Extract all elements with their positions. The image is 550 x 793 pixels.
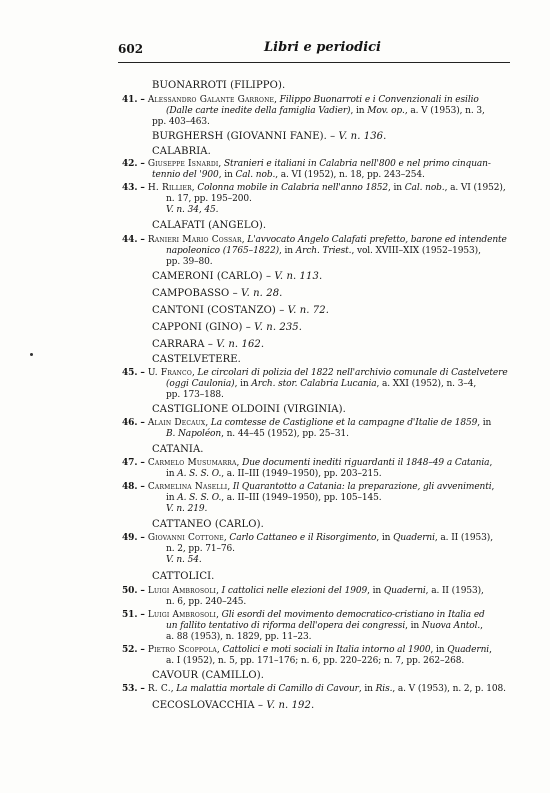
- line-text: CARRARA –: [152, 339, 217, 350]
- entry-line: [122, 368, 508, 379]
- title-text: Arch. stor. Calabria Lucania: [251, 379, 377, 389]
- author-name: Ranieri Mario Cossar: [147, 235, 242, 245]
- title-text: Il Quarantotto a Catania: la preparazione, gli avvenimenti: [232, 482, 492, 492]
- title-text: L'avvocato Angelo Calafati prefetto, barone ed intendente: [247, 235, 507, 245]
- title-text: Quaderni: [447, 645, 490, 655]
- entry-line: [122, 95, 479, 106]
- line-text: a. I (1952), n. 5, pp. 171–176; n. 6, pp. 220–226; n. 7, pp. 262–268.: [166, 656, 465, 666]
- line-text: ,: [227, 482, 233, 492]
- line-text: ,: [170, 684, 177, 694]
- author-name: Alain Decaux: [147, 418, 206, 428]
- title-text: Cal. nob.: [404, 183, 445, 193]
- line-text: CASTELVETERE.: [152, 354, 241, 365]
- author-name: Pietro Scoppola: [147, 645, 217, 655]
- line-text: CALAFATI (ANGELO).: [152, 220, 267, 231]
- entry-line: [166, 632, 311, 643]
- subject-heading: [152, 339, 264, 350]
- title-text: Colonna mobile in Calabria nell'anno 1852: [197, 183, 388, 193]
- line-text: pp. 403–463.: [152, 117, 210, 127]
- entry-number: 51. –: [122, 610, 148, 620]
- line-text: , a. V (1953), n. 2, p. 108.: [392, 684, 506, 694]
- entry-number: 48. –: [122, 482, 148, 492]
- entry-number: 53. –: [122, 684, 148, 694]
- title-text: Carlo Cattaneo e il Risorgimento: [229, 533, 377, 543]
- line-text: CECOSLOVACCHIA –: [152, 700, 267, 711]
- entry-line: [166, 390, 224, 401]
- line-text: ,: [218, 159, 224, 169]
- line-text: ,: [491, 482, 495, 492]
- line-text: in: [166, 493, 178, 503]
- title-text: napoleonico (1765–1822): [166, 246, 279, 256]
- line-text: CAMPOBASSO –: [152, 288, 241, 299]
- title-text: V. n. 136.: [338, 131, 387, 142]
- line-text: , in: [279, 246, 296, 256]
- entry-number: 52. –: [122, 645, 148, 655]
- title-text: V. n. 113.: [274, 271, 323, 282]
- entry-number: 43. –: [122, 183, 148, 193]
- line-text: ,: [223, 533, 230, 543]
- line-text: ,: [191, 368, 198, 378]
- entry-line: [122, 610, 485, 621]
- subject-heading: [152, 404, 346, 415]
- margin-mark: [30, 353, 33, 356]
- entry-number: 41. –: [122, 95, 148, 105]
- subject-heading: [152, 131, 386, 142]
- line-text: , a. II (1953),: [434, 533, 493, 543]
- subject-heading: [152, 444, 204, 455]
- line-text: ,: [205, 418, 211, 428]
- line-text: CATANIA.: [152, 444, 204, 455]
- line-text: , in: [388, 183, 405, 193]
- title-text: Stranieri e italiani in Calabria nell'800 e nel primo cinquan-: [223, 159, 491, 169]
- line-text: ,: [241, 235, 248, 245]
- author-name: Carmelo Musumarra: [147, 458, 237, 468]
- title-text: La malattia mortale di Camillo di Cavour: [176, 684, 359, 694]
- line-text: CATTOLICI.: [152, 571, 215, 582]
- author-name: Luigi Ambrosoli: [147, 586, 217, 596]
- entry-number: 47. –: [122, 458, 148, 468]
- title-text: A. S. S. O.: [177, 493, 222, 503]
- entry-line: [166, 621, 483, 632]
- line-text: , in: [350, 106, 368, 116]
- line-text: , in: [477, 418, 492, 428]
- line-text: pp. 173–188.: [166, 390, 224, 400]
- line-text: , a. XXI (1952), n. 3–4,: [376, 379, 477, 389]
- entry-line: [166, 493, 381, 504]
- line-text: , in: [405, 621, 422, 631]
- line-text: a. 88 (1953), n. 1829, pp. 11–23.: [166, 632, 312, 642]
- author-name: H. Rillier: [147, 183, 192, 193]
- title-text: B. Napoléon: [166, 429, 222, 439]
- title-text: Quaderni: [393, 533, 435, 543]
- line-text: ,: [274, 95, 280, 105]
- entry-line: [166, 429, 349, 440]
- line-text: ,: [216, 586, 222, 596]
- entry-line: [166, 257, 213, 268]
- entry-number: 46. –: [122, 418, 148, 428]
- author-name: Giuseppe Isnardi: [147, 159, 219, 169]
- title-text: Quaderni: [383, 586, 426, 596]
- line-text: CAPPONI (GINO) –: [152, 322, 255, 333]
- running-title: Libri e periodici: [264, 40, 381, 55]
- page-number: 602: [118, 42, 144, 56]
- title-text: Cal. nob.: [235, 170, 276, 180]
- title-text: Due documenti inediti riguardanti il 1848–49 a Catania: [242, 458, 490, 468]
- entry-line: [122, 183, 506, 194]
- title-text: A. S. S. O.: [177, 469, 222, 479]
- entry-line: [166, 555, 202, 566]
- entry-number: 49. –: [122, 533, 148, 543]
- entry-number: 42. –: [122, 159, 148, 169]
- author-name: R. C.: [147, 684, 171, 694]
- entry-line: [166, 379, 476, 390]
- line-text: ,: [236, 458, 243, 468]
- entry-line: [166, 194, 252, 205]
- entry-line: [152, 117, 210, 128]
- line-text: , a. II (1953),: [425, 586, 484, 596]
- title-text: V. n. 235.: [254, 322, 303, 333]
- entry-number: 45. –: [122, 368, 148, 378]
- line-text: , a. VI (1952), n. 18, pp. 243–254.: [275, 170, 425, 180]
- title-text: Nuova Antol.: [421, 621, 481, 631]
- author-name: Alessandro Galante Garrone: [147, 95, 275, 105]
- subject-heading: [152, 700, 314, 711]
- line-text: , in: [430, 645, 448, 655]
- line-text: , in: [234, 379, 252, 389]
- line-text: n. 17, pp. 195–200.: [166, 194, 252, 204]
- line-text: CATTANEO (CARLO).: [152, 519, 264, 530]
- title-text: Ris.: [375, 684, 393, 694]
- title-text: tennio del '900: [152, 170, 219, 180]
- line-text: , vol. XVIII–XIX (1952–1953),: [351, 246, 481, 256]
- line-text: , a. II–III (1949–1950), pp. 105–145.: [221, 493, 382, 503]
- title-text: V. n. 34, 45.: [166, 205, 219, 215]
- title-text: V. n. 54.: [166, 555, 202, 565]
- title-text: V. n. 219.: [166, 504, 208, 514]
- subject-heading: [152, 354, 241, 365]
- entry-line: [122, 482, 494, 493]
- line-text: , in: [218, 170, 236, 180]
- subject-heading: [152, 571, 214, 582]
- line-text: ,: [216, 645, 223, 655]
- entry-line: [122, 586, 484, 597]
- line-text: BUONARROTI (FILIPPO).: [152, 80, 286, 91]
- entry-line: [166, 246, 481, 257]
- subject-heading: [152, 305, 329, 316]
- title-text: Mov. op.: [367, 106, 405, 116]
- line-text: ,: [191, 183, 198, 193]
- entry-line: [166, 106, 485, 117]
- subject-heading: [152, 220, 266, 231]
- author-name: Luigi Ambrosoli: [147, 610, 217, 620]
- author-name: Giovanni Cottone: [147, 533, 224, 543]
- title-text: Filippo Buonarroti e i Convenzionali in esilio: [279, 95, 479, 105]
- entry-line: [122, 533, 493, 544]
- subject-heading: [152, 271, 322, 282]
- entry-line: [122, 235, 507, 246]
- entry-number: 50. –: [122, 586, 148, 596]
- title-text: La comtesse de Castiglione et la campagne d'Italie de 1859: [210, 418, 478, 428]
- title-text: un fallito tentativo di riforma dell'opera dei congressi: [166, 621, 406, 631]
- entry-line: [122, 458, 492, 469]
- title-text: (Dalle carte inedite della famiglia Vadier): [166, 106, 351, 116]
- author-name: U. Franco: [147, 368, 192, 378]
- line-text: n. 2, pp. 71–76.: [166, 544, 235, 554]
- subject-heading: [152, 670, 264, 681]
- entry-line: [166, 469, 381, 480]
- line-text: ,: [480, 621, 483, 631]
- line-text: , a. VI (1952),: [444, 183, 506, 193]
- title-text: Gli esordi del movimento democratico-cristiano in Italia ed: [221, 610, 485, 620]
- line-text: , n. 44–45 (1952), pp. 25–31.: [221, 429, 349, 439]
- line-text: n. 6, pp. 240–245.: [166, 597, 247, 607]
- title-text: V. n. 28.: [241, 288, 283, 299]
- line-text: , a. V (1953), n. 3,: [404, 106, 485, 116]
- line-text: CAMERONI (CARLO) –: [152, 271, 275, 282]
- title-text: Cattolici e moti sociali in Italia intorno al 1900: [222, 645, 431, 655]
- line-text: , in: [358, 684, 376, 694]
- entry-line: [122, 684, 506, 695]
- line-text: ,: [489, 458, 493, 468]
- title-text: I cattolici nelle elezioni del 1909: [221, 586, 368, 596]
- line-text: ,: [489, 645, 492, 655]
- title-text: Le circolari di polizia del 1822 nell'archivio comunale di Castelvetere: [197, 368, 508, 378]
- entry-line: [166, 656, 464, 667]
- line-text: , in: [367, 586, 384, 596]
- subject-heading: [152, 519, 264, 530]
- line-text: CASTIGLIONE OLDOINI (VIRGINIA).: [152, 404, 346, 415]
- line-text: CALABRIA.: [152, 146, 211, 157]
- line-text: in: [166, 469, 178, 479]
- entry-line: [166, 597, 246, 608]
- line-text: CAVOUR (CAMILLO).: [152, 670, 264, 681]
- line-text: pp. 39–80.: [166, 257, 213, 267]
- line-text: , in: [376, 533, 394, 543]
- subject-heading: [152, 288, 282, 299]
- line-text: CANTONI (COSTANZO) –: [152, 305, 288, 316]
- line-text: BURGHERSH (GIOVANNI FANE). –: [152, 131, 339, 142]
- author-name: Carmelina Naselli: [147, 482, 228, 492]
- subject-heading: [152, 322, 302, 333]
- title-text: (oggi Caulonia): [166, 379, 235, 389]
- entry-line: [122, 159, 491, 170]
- title-text: V. n. 72.: [287, 305, 330, 316]
- entry-line: [166, 504, 207, 515]
- title-text: V. n. 162.: [216, 339, 265, 350]
- line-text: , a. II–III (1949–1950), pp. 203–215.: [221, 469, 382, 479]
- entry-number: 44. –: [122, 235, 148, 245]
- title-text: Arch. Triest.: [295, 246, 352, 256]
- title-text: V. n. 192.: [266, 700, 315, 711]
- line-text: ,: [216, 610, 222, 620]
- entry-line: [122, 418, 491, 429]
- subject-heading: [152, 80, 285, 91]
- entry-line: [122, 645, 492, 656]
- entry-line: [166, 205, 218, 216]
- entry-line: [166, 544, 235, 555]
- subject-heading: [152, 146, 211, 157]
- entry-line: [152, 170, 425, 181]
